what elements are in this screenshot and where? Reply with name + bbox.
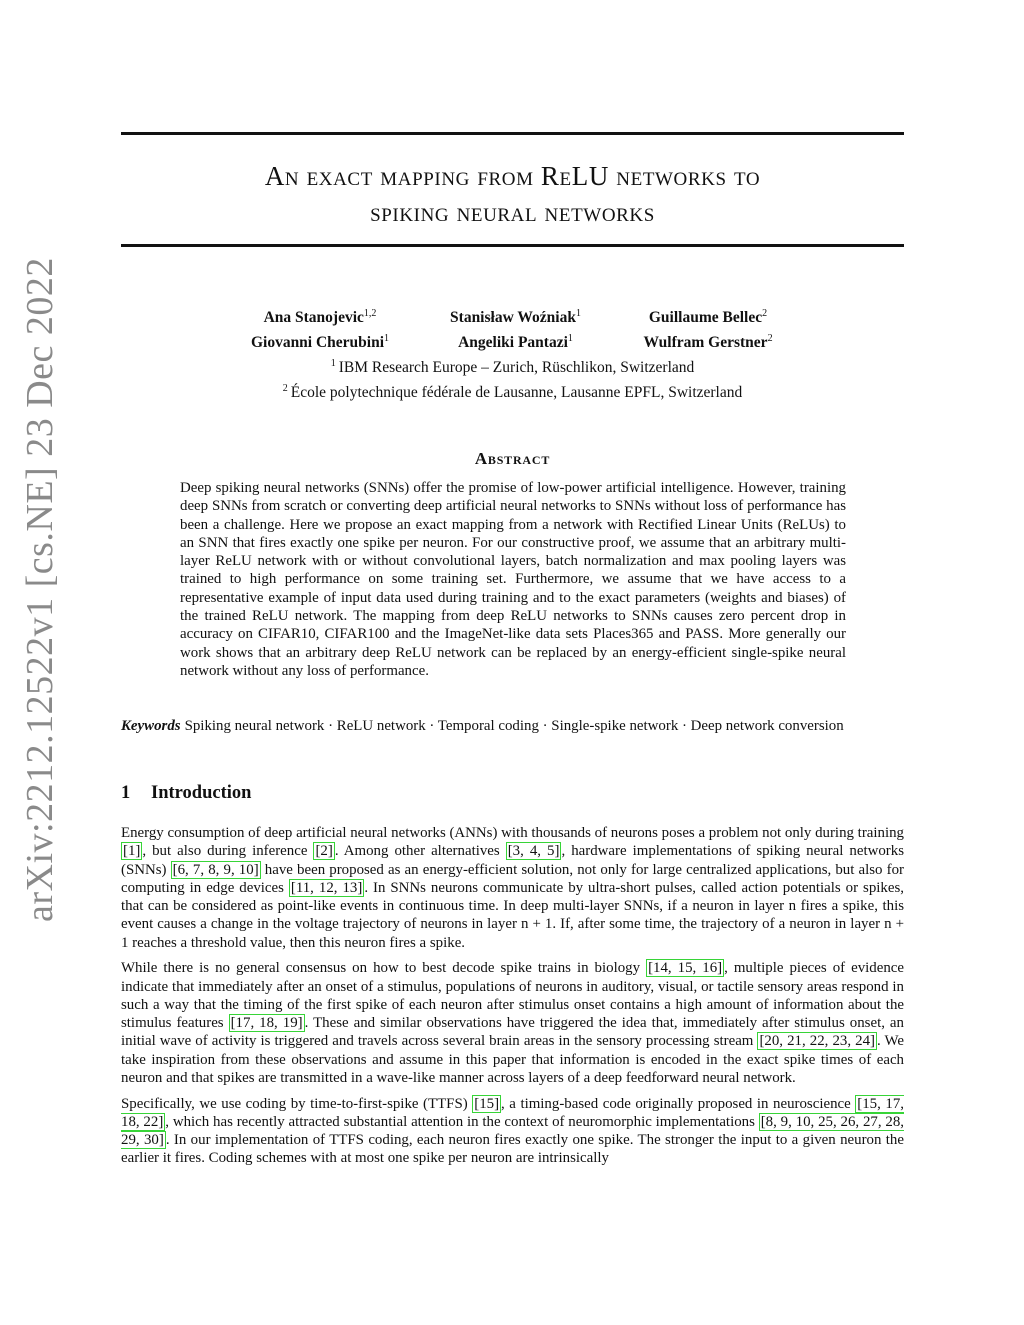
citation-link[interactable]: [2] (315, 843, 333, 860)
citation-link[interactable]: [11, 12, 13] (290, 879, 363, 896)
citation-link[interactable]: [15] (474, 1095, 500, 1112)
title-line-1: An exact mapping from ReLU networks to (264, 161, 761, 191)
citation-link[interactable]: [3, 4, 5] (507, 843, 560, 860)
abstract-text: Deep spiking neural networks (SNNs) offer the promise of low-power artificial intelligence. However, training deep SNNs from scratch or converting deep artificial neural networks to SNNs without loss of performance has been a challenge. Here we propose an exact mapping from a network with Rectified Linear Units (ReLUs) to an SNN that fires exactly one spike per neuron. For our constructive proof, we assume that an arbitrary multi-layer ReLU network with or without convolutional layers, batch normalization and max pooling layers was trained to high performance on some training set. Furthermore, we assume that we have access to a representative example of input data used during training and to the exact parameters (weights and biases) of the trained ReLU network. The mapping from deep ReLU networks to SNNs causes zero percent drop in accuracy on CIFAR10, CIFAR100 and the ImageNet-like data sets Places365 and PASS. More generally our work shows that an arbitrary deep ReLU network can be replaced by an energy-efficient single-spike neural network without any loss of performance. (180, 480, 846, 679)
citation-link[interactable]: [8, 9, 10, 25, 26, 27, 28, 29, 30] (121, 1113, 905, 1148)
abstract-heading: Abstract (474, 449, 551, 468)
affiliation-2: $^2$ École polytechnique fédérale de Lausanne, Lausanne EPFL, Switzerland (282, 383, 743, 402)
paper-title (121, 158, 904, 230)
paragraph-2: While there is no general consensus on how to best decode spike trains in biology [14, 15, 16] , multiple pieces of evidence indicate that immediately after an onset of a stimulus, populations of neurons in auditory, visual, or tactile sensory areas respond in such a way that the timing of the first spike of each neuron after stimulus onset contains a high amount of information about the stimulus features [17, 18, 19] . These and similar observations have triggered the idea that, immediately after stimulus onset, an initial wave of activity is triggered and travels across several brain areas in the sensory processing stream [20, 21, 22, 23, 24] . We take inspiration from these observations and assume in this paper that information is encoded in the exact spike times of each neuron and that spikes are transmitted in a wave-like manner across layers of a deep feedforward neural network. (121, 960, 905, 1086)
affiliation-1: $^1$ IBM Research Europe – Zurich, Rüschlikon, Switzerland (330, 358, 695, 377)
author-block (121, 303, 904, 404)
citation-link[interactable]: [14, 15, 16] (648, 960, 723, 977)
citation-link[interactable]: [20, 21, 22, 23, 24] (759, 1033, 875, 1050)
paragraph-3: Specifically, we use coding by time-to-first-spike (TTFS) [15] , a timing-based code originally proposed in neuroscience [15, 17, 18, 22] , which has recently attracted substantial attention in the context of neuromorphic implementations [8, 9, 10, 25, 26, 27, 28, 29, 30] . In our implementation of TTFS coding, each neuron fires exactly one spike. The stronger the input to a given neuron the earlier it fires. Coding schemes with at most one spike per neuron are intrinsically (121, 1095, 905, 1167)
author-name: Guillaume Bellec$^2$ (648, 308, 768, 327)
citation-link[interactable]: [17, 18, 19] (230, 1015, 303, 1031)
title-rule-top (121, 132, 904, 135)
introduction-body (121, 824, 904, 1175)
citation-link[interactable]: [15, 17, 18, 22] (121, 1095, 904, 1130)
citation-link[interactable]: [1] (123, 843, 141, 860)
author-name: Wulfram Gerstner$^2$ (643, 333, 773, 352)
citation-link[interactable]: [6, 7, 8, 9, 10] (172, 861, 259, 878)
author-name: Giovanni Cherubini$^1$ (250, 333, 390, 352)
keywords (121, 717, 904, 735)
title-rule-bottom (121, 244, 904, 247)
section-number: 1 (121, 783, 131, 803)
arxiv-identifier: arXiv:2212.12522v1 [cs.NE] 23 Dec 2022 (19, 257, 61, 922)
title-line-2: spiking neural networks (370, 197, 655, 227)
section-heading-introduction (121, 783, 904, 804)
author-row (121, 303, 904, 328)
author-row (121, 328, 904, 353)
keywords-text: Spiking neural network · ReLU network · Temporal coding · Single-spike network · Deep network conversion (184, 718, 844, 734)
paragraph-1: Energy consumption of deep artificial neural networks (ANNs) with thousands of neurons poses a problem not only during training [1] , but also during inference [2] . Among other alternatives [3, 4, 5] , hardware implementations of spiking neural networks (SNNs) [6, 7, 8, 9, 10] have been proposed as an energy-efficient solution, not only for large centralized applications, but also for computing in edge devices [11, 12, 13] . In SNNs neurons communicate by ultra-short pulses, called action potentials or spikes, that can be considered as point-like events in continuous time. In deep multi-layer SNNs, if a neuron in layer n fires a spike, this event causes a change in the voltage trajectory of neurons in layer n + 1. If, after some time, the trajectory of a neuron in layer n + 1 reaches a threshold value, then this neuron fires a spike. (121, 825, 904, 951)
section-title: Introduction (151, 783, 252, 803)
author-name: Ana Stanojevic$^{1,2}$ (263, 308, 377, 327)
author-name: Stanisław Woźniak$^1$ (450, 308, 581, 327)
keywords-label: Keywords (121, 718, 181, 734)
author-name: Angeliki Pantazi$^1$ (458, 333, 573, 352)
